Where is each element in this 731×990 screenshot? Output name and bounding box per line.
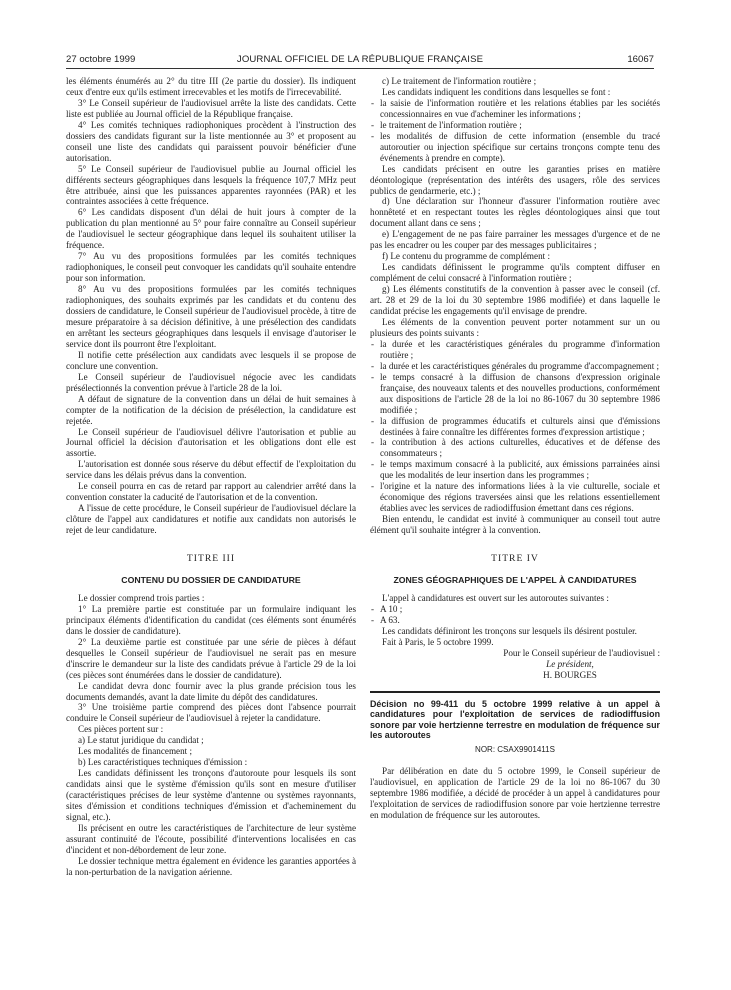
section-title: TITRE III	[186, 553, 236, 565]
list-item: - l'origine et la nature des informations liées à la vie culturelle, sociale et économique des régions traversées ainsi que les relations essentiellement établies avec les services de radiodiffusion émettant dans ces régions.	[370, 481, 660, 514]
paragraph: 1° La première partie est constituée par un formulaire indiquant les principaux éléments d'identification du candidat (ces éléments sont énumérés dans le dossier de candidature).	[66, 603, 356, 636]
list-item: - le temps consacré à la diffusion de chansons d'expression originale française, des nouveaux talents et des nouvelles productions, conformément aux dispositions de l'article 28 de la loi no 86-1067 du 30 septembre 1986 modifiée ;	[370, 372, 660, 416]
paragraph: d) Une déclaration sur l'honneur d'assurer l'information routière avec honnêteté et en respectant toutes les règles déontologiques ainsi que tout document allant dans ce sens ;	[370, 196, 660, 229]
paragraph: A défaut de signature de la convention dans un délai de huit semaines à compter de la notification de la décision de présélection, la candidature est rejetée.	[66, 393, 356, 426]
paragraph: a) Le statut juridique du candidat ;	[78, 735, 204, 746]
paragraph: Fait à Paris, le 5 octobre 1999.	[382, 636, 494, 647]
list-item: - les modalités de diffusion de cette information (ensemble du tracé autoroutier ou injection spécifique sur certains tronçons compte tenu des événements à prendre en compte).	[370, 131, 660, 164]
paragraph: Ils précisent en outre les caractéristiques de l'architecture de leur système assurant continuité de l'écoute, possibilité d'interventions localisées en cas d'incident et non-débordement de leur zone.	[66, 822, 356, 855]
dash-list	[370, 98, 660, 164]
paragraph: Bien entendu, le candidat est invité à communiquer au conseil tout autre élément qu'il souhaite intégrer à la convention.	[370, 514, 660, 536]
list-item: - la saisie de l'information routière et les relations établies par les sociétés concessionnaires en vue d'acheminer les informations ;	[370, 98, 660, 120]
paragraph: g) Les éléments constitutifs de la convention à passer avec le conseil (cf. art. 28 et 29 de la loi du 30 septembre 1986 modifiée) et dans laquelle le candidat précise les engagements qu'il envisage de prendre.	[370, 284, 660, 317]
left-column	[66, 76, 356, 878]
paragraph: Le conseil pourra en cas de retard par rapport au calendrier arrêté dans la convention constater la caducité de l'autorisation et de la convention.	[66, 481, 356, 503]
paragraph: Le dossier comprend trois parties :	[78, 592, 205, 603]
signature-line: Pour le Conseil supérieur de l'audiovisuel :	[503, 647, 660, 658]
paragraph: Les éléments de la convention peuvent porter notamment sur un ou plusieurs des points suivants :	[370, 316, 660, 338]
paragraph: Les candidats définissent les tronçons d'autoroute pour lesquels ils sont candidats ainsi que le système d'émission qu'ils sont en mesure d'utiliser (caractéristiques précises de leur système d'antenne ou systèmes rayonnants, sites d'émission et conditions techniques d'émission et d'acheminement du signal, etc.).	[66, 768, 356, 822]
page-number: 16067	[627, 54, 654, 65]
paragraph: f) Le contenu du programme de complément :	[382, 251, 550, 262]
paragraph: Le Conseil supérieur de l'audiovisuel délivre l'autorisation et publie au Journal officiel la décision d'autorisation et les obligations dont elle est assortie.	[66, 426, 356, 459]
paragraph: b) Les caractéristiques techniques d'émission :	[78, 757, 248, 768]
dash-list	[370, 604, 660, 626]
paragraph: 5° Le Conseil supérieur de l'audiovisuel publie au Journal officiel les différents secteurs géographiques dans lesquels la fréquence 107,7 MHz peut être attribuée, ainsi que les puissances apparentes rayonnées (PAR) et les contraintes associées à cette fréquence.	[66, 163, 356, 207]
paragraph: c) Le traitement de l'information routière ;	[382, 76, 537, 86]
page-header	[66, 54, 654, 69]
paragraph: les éléments énumérés au 2° du titre III (2e partie du dossier). Ils indiquent ceux d'entre eux qu'ils estiment irrecevables et les motifs de l'irrecevabilité.	[66, 76, 356, 97]
paragraph: 3° Le Conseil supérieur de l'audiovisuel arrête la liste des candidats. Cette liste est publiée au Journal officiel de la République française.	[66, 97, 356, 119]
section-subtitle: CONTENU DU DOSSIER DE CANDIDATURE	[121, 574, 301, 585]
paragraph: Ces pièces portent sur :	[78, 724, 164, 735]
signature-role: Le président,	[546, 658, 594, 669]
list-item: - le traitement de l'information routière ;	[370, 120, 660, 131]
paragraph: 2° La deuxième partie est constituée par une série de pièces à défaut desquelles le Conseil supérieur de l'audiovisuel ne serait pas en mesure d'inscrire le demandeur sur la liste des candidats prévue à l'article 29 de la loi (ces pièces sont énumérées dans le dossier de candidature).	[66, 636, 356, 680]
divider	[370, 691, 660, 693]
paragraph: Le dossier technique mettra également en évidence les garanties apportées à la non-perturbation de la navigation aérienne.	[66, 855, 356, 877]
paragraph: L'appel à candidatures est ouvert sur les autoroutes suivantes :	[382, 592, 609, 603]
paragraph: Les candidats définissent le programme qu'ils comptent diffuser en complément de celui consacré à l'information routière ;	[370, 262, 660, 284]
paragraph: Les modalités de financement ;	[78, 746, 193, 757]
list-item: - la durée et les caractéristiques générales du programme d'accompagnement ;	[370, 361, 660, 372]
list-item: - la durée et les caractéristiques générales du programme d'information routière ;	[370, 339, 660, 361]
signature-name: H. BOURGES	[543, 669, 597, 680]
list-item: - la diffusion de programmes éducatifs et culturels ainsi que d'émissions destinées à faire connaître les différentes formes d'expression artistique ;	[370, 416, 660, 438]
paragraph: Il notifie cette présélection aux candidats avec lesquels il se propose de conclure une convention.	[66, 349, 356, 371]
list-item: - A 63.	[370, 615, 660, 626]
paragraph: A l'issue de cette procédure, le Conseil supérieur de l'audiovisuel déclare la clôture de l'appel aux candidatures et notifie aux candidats non autorisés le rejet de leur candidature.	[66, 503, 356, 536]
paragraph: Le candidat devra donc fournir avec la plus grande précision tous les documents demandés, avant la date limite du dépôt des candidatures.	[66, 680, 356, 702]
paragraph: 8° Au vu des propositions formulées par les comités techniques radiophoniques, des souhaits exprimés par les candidats et du contenu des dossiers de candidature, le Conseil supérieur de l'audiovisuel procède, à titre de mesure préparatoire à sa décision définitive, à une présélection des candidats en arrêtant les secteurs géographiques dans lesquels il envisage d'autoriser le service dont ils pourront être l'exploitant.	[66, 284, 356, 349]
list-item: - A 10 ;	[370, 604, 660, 615]
section-title: TITRE IV	[491, 553, 539, 565]
paragraph: Les candidats indiquent les conditions dans lesquelles se font :	[382, 86, 611, 97]
dash-list	[370, 339, 660, 514]
list-item: - le temps maximum consacré à la publicité, aux émissions parrainées ainsi que les modalités de leur insertion dans les programmes ;	[370, 459, 660, 481]
paragraph: Les candidats définiront les tronçons sur lesquels ils désirent postuler.	[382, 625, 637, 636]
paragraph: Les candidats précisent en outre les garanties prises en matière déontologique (représentation des intérêts des usagers, rôle des services publics de gendarmerie, etc.) ;	[370, 163, 660, 196]
section-subtitle: ZONES GÉOGRAPHIQUES DE L'APPEL À CANDIDATURES	[393, 574, 637, 585]
paragraph: Par délibération en date du 5 octobre 1999, le Conseil supérieur de l'audiovisuel, en application de l'article 29 de la loi no 86-1067 du 30 septembre 1986 modifiée, a décidé de procéder à un appel à candidatures pour l'exploitation de services de radiodiffusion sonore par voie hertzienne terrestre en modulation de fréquence sur les autoroutes.	[370, 765, 660, 820]
right-column	[370, 76, 660, 821]
paragraph: Le Conseil supérieur de l'audiovisuel négocie avec les candidats présélectionnés la convention prévue à l'article 28 de la loi.	[66, 371, 356, 393]
nor-reference: NOR: CSAX9901411S	[475, 744, 555, 754]
paragraph: L'autorisation est donnée sous réserve du début effectif de l'exploitation du service dans les délais prévus dans la convention.	[66, 459, 356, 481]
paragraph: 7° Au vu des propositions formulées par les comités techniques radiophoniques, le conseil peut convoquer les candidats qu'il souhaite entendre pour son information.	[66, 251, 356, 284]
header-title: JOURNAL OFFICIEL DE LA RÉPUBLIQUE FRANÇAISE	[236, 54, 484, 65]
header-date: 27 octobre 1999	[66, 54, 136, 65]
list-item: - la contribution à des actions culturelles, éducatives et de défense des consommateurs ;	[370, 437, 660, 459]
paragraph: e) L'engagement de ne pas faire parrainer les messages d'urgence et de ne pas les encadrer ou les couper par des messages publicitaires ;	[370, 229, 660, 251]
paragraph: 3° Une troisième partie comprend des pièces dont l'absence pourrait conduire le Conseil supérieur de l'audiovisuel à rejeter la candidature.	[66, 702, 356, 724]
decision-title: Décision no 99-411 du 5 octobre 1999 relative à un appel à candidatures pour l'exploitation de services de radiodiffusion sonore par voie hertzienne terrestre en modulation de fréquence sur les autoroutes	[370, 698, 660, 741]
paragraph: 4° Les comités techniques radiophoniques procèdent à l'instruction des dossiers des candidats figurant sur la liste mentionnée au 3° et proposent au conseil une liste des candidats qui paraissent pouvoir bénéficier d'une autorisation.	[66, 119, 356, 163]
paragraph: 6° Les candidats disposent d'un délai de huit jours à compter de la publication du plan mentionné au 5° pour faire connaître au Conseil supérieur de l'audiovisuel le secteur géographique dans lequel ils souhaitent utiliser la fréquence.	[66, 207, 356, 251]
